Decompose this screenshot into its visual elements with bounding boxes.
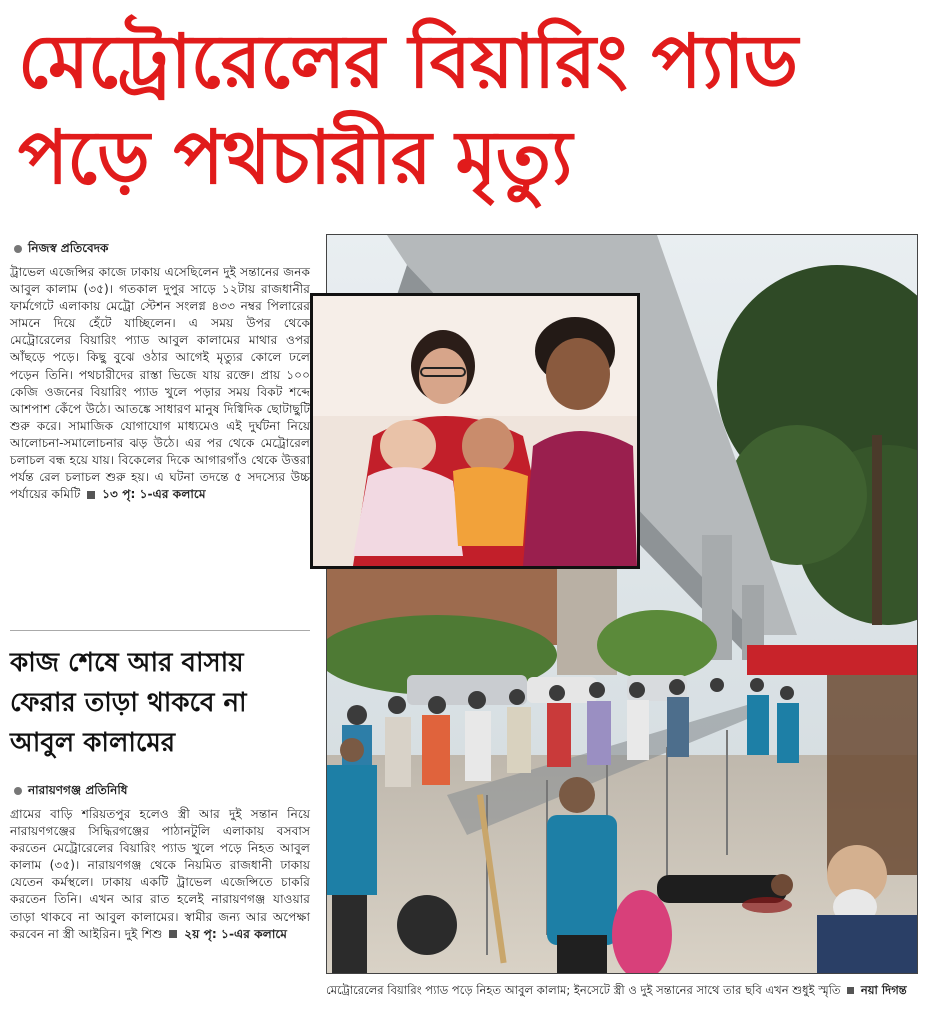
story2-headline: কাজ শেষে আর বাসায় ফেরার তাড়া থাকবে না আবুল কালামের [10,648,247,758]
caption-credit: নয়া দিগন্ত [860,983,907,997]
photo-caption [326,982,922,999]
jump-square-icon [87,491,95,499]
headline-line-2: পড়ে পথচারীর মৃত্যু [18,115,572,201]
family-image [313,296,637,566]
story1-byline [14,240,108,260]
story1-body-text: ট্রাভেল এজেন্সির কাজে ঢাকায় এসেছিলেন দুই সন্তানের জনক আবুল কালাম (৩৫)। গতকাল দুপুর সাড়ে ১২টায় রাজধানীর ফার্মগেটে এলাকায় মেট্রো স্টেশন সংলগ্ন ৪৩৩ নম্বর পিলারের সামনে দিয়ে হেঁটে যাচ্ছিলেন। এ সময় উপর থেকে মেট্রোরেলের বিয়ারিং প্যাড আবুল কালামের মাথার ওপর আঁছড়ে পড়ে। কিছু বুঝে ওঠার আগেই মৃত্যুর কোলে ঢলে পড়েন তিনি। পথচারীদের রাস্তা ভিজে যায় রক্তে। প্রায় ১০০ কেজি ওজনের বিয়ারিং প্যাড খুলে পড়ার সময় বিকট শব্দে আশপাশ কেঁপে উঠে। আতঙ্কে সাধারণ মানুষ দিগ্বিদিক ছোটাছুটি শুরু করে। সামাজিক যোগাযোগ মাধ্যমেও এই দুর্ঘটনা নিয়ে আলোচনা-সমালোচনার ঝড় উঠে। এর পর থেকে মেট্রোরেল চলাচল বন্ধ হয়ে যায়। বিকেলের দিকে আগারগাঁও থেকে উত্তরা পর্যন্ত রেল চলাচল শুরু হয়। এ ঘটনা তদন্তে ৫ সদস্যের উচ্চ পর্যায়ের কমিটি [10,265,310,502]
credit-square-icon [847,987,854,994]
story2-body-text: গ্রামের বাড়ি শরিয়তপুর হলেও স্ত্রী আর দুই সন্তান নিয়ে নারায়ণগঞ্জের সিদ্ধিরগঞ্জের পাঠানটুলি এলাকায় বসবাস করতেন মেট্রোরেলের বিয়ারিং প্যাড খুলে পড়ে নিহত আবুল কালাম (৩৫)। নারায়ণগঞ্জ থেকে নিয়মিত রাজধানী ঢাকায় যেতেন কর্মস্থলে। ঢাকায় একটি ট্রাভেল এজেন্সিতে চাকরি করতেন তিনি। এখন আর রাত হলেই নারায়ণগঞ্জ যাওয়ার তাড়া থাকবে না আবুল কালামের। স্বামীর জন্য আর অপেক্ষা করবেন না স্ত্রী আইরিন। দুই শিশু [10,807,310,941]
story2-body [10,806,310,943]
headline-line-1: মেট্রোরেলের বিয়ারিং প্যাড [18,19,798,105]
story2-byline [14,782,128,802]
byline-dot-icon [14,787,22,795]
caption-text: মেট্রোরেলের বিয়ারিং প্যাড পড়ে নিহত আবুল কালাম; ইনসেটে স্ত্রী ও দুই সন্তানের সাথে তার ছবি এখন শুধুই স্মৃতি [326,983,841,997]
story2-jump-link[interactable]: ২য় পৃ: ১-এর কলামে [184,926,288,941]
divider [10,630,310,631]
main-headline [18,14,918,206]
story1-byline-text: নিজস্ব প্রতিবেদক [28,241,109,255]
byline-dot-icon [14,245,22,253]
story1-body [10,264,310,503]
story1-jump-link[interactable]: ১৩ পৃ: ১-এর কলামে [102,487,206,502]
story2-byline-text: নারায়ণগঞ্জ প্রতিনিধি [28,783,128,797]
jump-square-icon [169,930,177,938]
inset-family-photo [310,293,640,569]
